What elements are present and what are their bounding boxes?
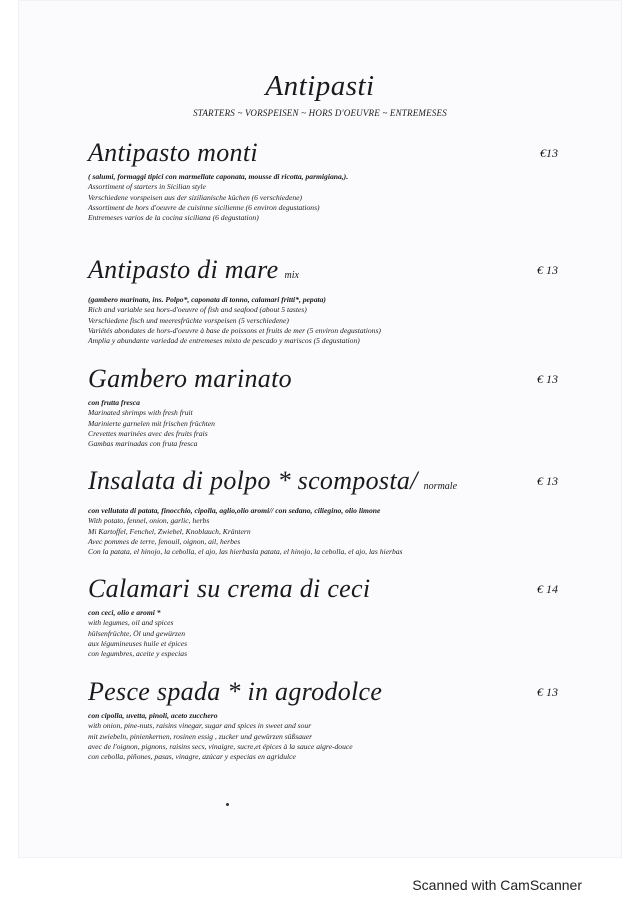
description-line: con frutta fresca bbox=[88, 398, 140, 407]
dish-price: €13 bbox=[540, 146, 558, 160]
description-line: with legumes, oil and spices bbox=[88, 618, 174, 628]
dish-name: Antipasto monti bbox=[88, 138, 258, 167]
description-line: Marinated shrimps with fresh fruit bbox=[88, 408, 193, 418]
description-line: (gambero marinato, ins. Polpo*, caponata di tonno, calamari fritti*, pepata) bbox=[88, 295, 326, 304]
description-line: hülsenfrüchte, Öl und gewürzen bbox=[88, 628, 186, 638]
dish-price: € 13 bbox=[537, 685, 558, 699]
dish-name: Gambero marinato bbox=[88, 364, 292, 393]
description-line: Rich and variable sea hors-d'oeuvre of fish and seafood (about 5 tastes) bbox=[88, 305, 307, 315]
description-line: with onion, pine-nuts, raisins vinegar, sugar and spices in sweet and sour bbox=[88, 721, 312, 731]
description-line: Verschiedene vorspeisen aus der sizilianische küchen (6 verschiedene) bbox=[88, 192, 303, 202]
description-line: Entremeses varios de la cocina siciliana (6 degustation) bbox=[88, 213, 259, 223]
scanner-watermark: Scanned with CamScanner bbox=[412, 877, 582, 893]
dish-name: Insalata di polpo * scomposta/ normale bbox=[88, 466, 458, 495]
description-line: con ceci, olio e aromi * bbox=[88, 608, 161, 617]
page-subtitle: STARTERS ~ VORSPEISEN ~ HORS D'OEUVRE ~ ENTREMESES bbox=[193, 108, 447, 118]
menu-item-antipasto-monti bbox=[88, 138, 558, 223]
dish-name: Calamari su crema di ceci bbox=[88, 574, 371, 603]
description-line: Con la patata, el hinojo, la cebolla, el ajo, las hierbasla patata, el hinojo, la cebolla, el ajo, las hierbas bbox=[88, 547, 403, 557]
description-line: Verschiedene fisch und meeresfrüchte vorspeisen (5 verschiedene) bbox=[88, 315, 289, 325]
dish-description bbox=[88, 506, 558, 557]
dish-name: Pesce spada * in agrodolce bbox=[88, 677, 383, 706]
description-line: avec de l'oignon, pignons, raisins secs, vinaigre, sucre,et épices à la sauce aigre-douce bbox=[88, 741, 353, 751]
menu-item-gambero-marinato bbox=[88, 364, 558, 449]
menu-item-pesce-spada-in-agrodolce bbox=[88, 677, 558, 762]
dish-description bbox=[88, 711, 558, 762]
dish-description bbox=[88, 172, 558, 223]
description-line: With potato, fennel, onion, garlic, herbs bbox=[88, 516, 210, 526]
description-line: aux légumineuses huile et épices bbox=[88, 638, 188, 648]
description-line: con vellutata di patata, finocchio, cipolla, aglio,olio aromi// con sedano, ciliegino, olio limone bbox=[88, 506, 381, 515]
dish-price: € 14 bbox=[537, 582, 558, 596]
description-line: Variétés abondates de hors-d'oeuvre à base de poissons et fruits de mer (5 environ degustations) bbox=[88, 325, 381, 335]
dish-description bbox=[88, 398, 558, 449]
description-line: Avec pommes de terre, fenouil, oignon, ail, herbes bbox=[88, 536, 241, 546]
description-line: Mi Kartoffel, Fenchel, Zwiebel, Knoblauch, Kräntern bbox=[88, 526, 251, 536]
menu-item-calamari-su-crema-di-ceci bbox=[88, 574, 558, 659]
dish-name: Antipasto di mare mix bbox=[88, 255, 299, 284]
ink-dot bbox=[226, 803, 229, 806]
description-line: con cebolla, piñones, pasas, vinagre, azúcar y especias en agridulce bbox=[88, 752, 296, 762]
dish-price: € 13 bbox=[537, 474, 558, 488]
description-line: mit zwiebeln, pinienkernen, rosinen essig , zucker und gewürzen süßsauer bbox=[88, 731, 313, 741]
description-line: con legumbres, aceite y especias bbox=[88, 649, 188, 659]
description-line: Amplia y abundante variedad de entremeses mixto de pescado y mariscos (5 degustation) bbox=[88, 336, 360, 346]
dish-price: € 13 bbox=[537, 372, 558, 386]
dish-description bbox=[88, 608, 558, 659]
description-line: Gambas marinadas con fruta fresca bbox=[88, 439, 198, 449]
menu-item-antipasto-di-mare bbox=[88, 255, 558, 346]
description-line: Assortiment of starters in Sicilian style bbox=[88, 182, 206, 192]
dish-description bbox=[88, 295, 558, 346]
description-line: Marinierte garnelen mit frischen früchten bbox=[88, 418, 215, 428]
page-title: Antipasti bbox=[265, 70, 375, 102]
menu-item-insalata-di-polpo bbox=[88, 466, 558, 557]
description-line: Assortiment de hors d'oeuvre de cuisinne sicilienne (6 environ degustations) bbox=[88, 202, 320, 212]
description-line: Crevettes marinées avec des fruits frais bbox=[88, 428, 208, 438]
description-line: con cipolla, uvetta, pinoli, aceto zucchero bbox=[88, 711, 218, 720]
dish-suffix: normale bbox=[423, 481, 458, 492]
description-line: ( salumi, formaggi tipici con marmellate caponata, mousse di ricotta, parmigiana,). bbox=[88, 172, 349, 181]
dish-suffix: mix bbox=[284, 270, 299, 281]
dish-price: € 13 bbox=[537, 263, 558, 277]
